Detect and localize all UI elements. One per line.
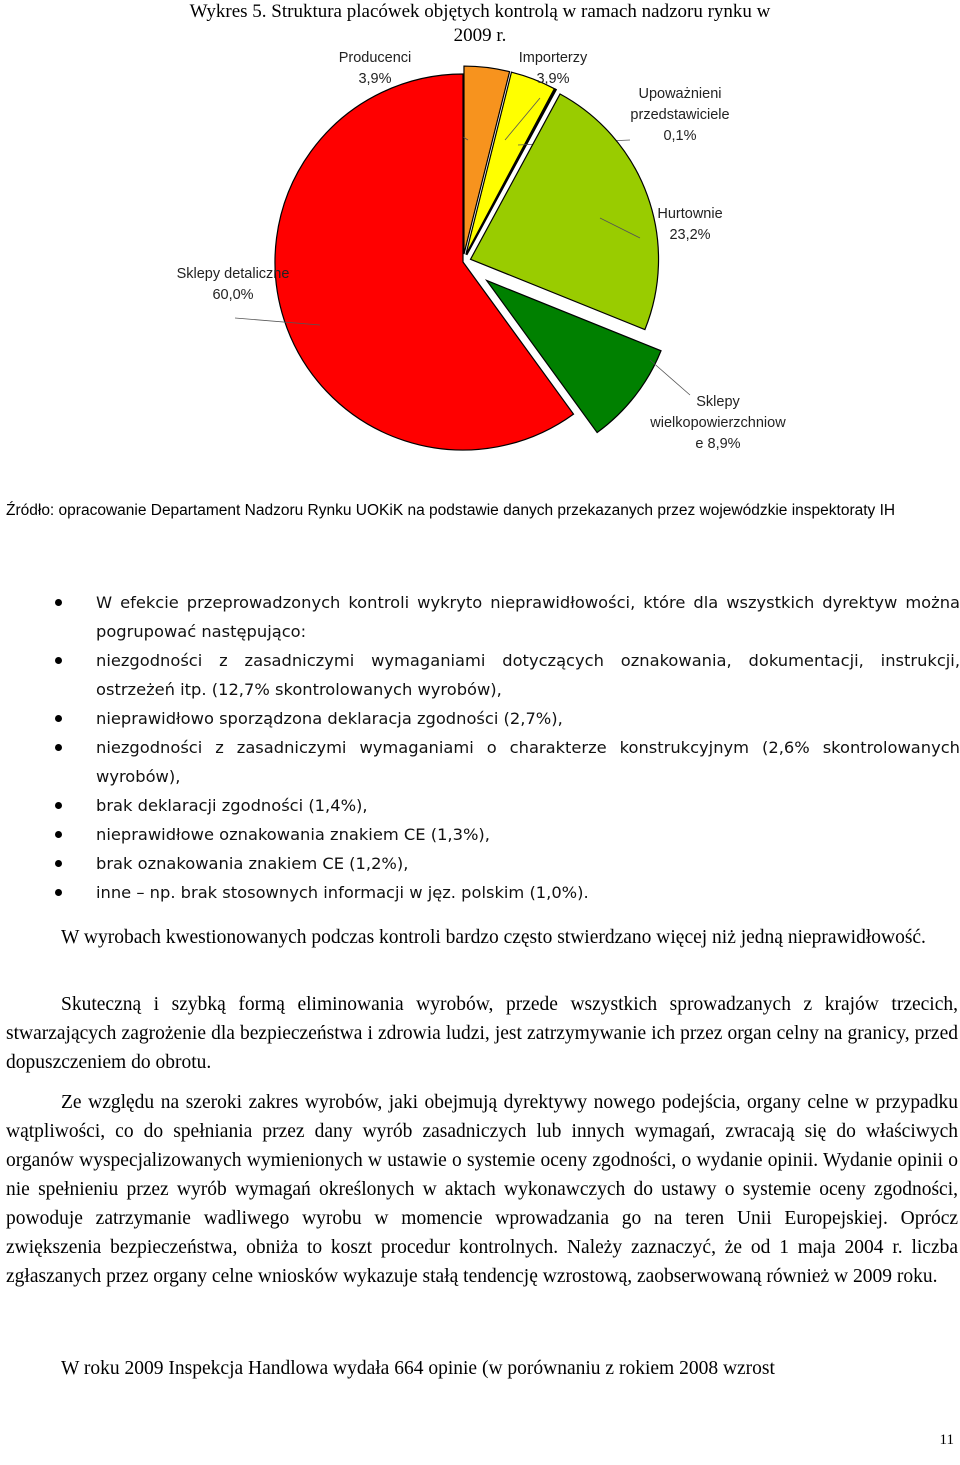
page-number: 11 <box>939 1432 954 1448</box>
slice-label: Importerzy 3,9% <box>518 50 588 87</box>
paragraph: Ze względu na szeroki zakres wyrobów, jaki obejmują dyrektywy nowego podejścia, organy celne w przypadku wątpliwości, co do spełniania przez dany wyrób zasadniczych lub innych wymagań, zwracają się do właściwych organów wyspecjalizowanych wymienionych w ustawie o systemie oceny zgodności, o wydanie opinii. Wydanie opinii o nie spełnieniu przez wyrób wymagań określonych w aktach wykonawczych do ustawy o systemie oceny zgodności, powoduje zatrzymanie wadliwego wyrobu w momencie wprowadzania go na teren Unii Europejskiej. Oprócz zwiększenia bezpieczeństwa, obniża to koszt procedur kontrolnych. Należy zaznaczyć, że od 1 maja 2004 r. liczba zgłaszanych przez organy celne wniosków wykazuje stałą tendencję wzrostową, zaobserwowaną również w 2009 roku. <box>6 1092 958 1287</box>
list-item: nieprawidłowo sporządzona deklaracja zgodności (2,7%), <box>50 704 960 733</box>
list-item: inne – np. brak stosownych informacji w jęz. polskim (1,0%). <box>50 878 960 907</box>
slice-label: Producenci 3,9% <box>338 50 412 87</box>
source-note: Źródło: opracowanie Departament Nadzoru Rynku UOKiK na podstawie danych przekazanych przez wojewódzkie inspektoraty IH <box>6 502 896 519</box>
list-item: nieprawidłowe oznakowania znakiem CE (1,3%), <box>50 820 960 849</box>
paragraph: W wyrobach kwestionowanych podczas kontroli bardzo często stwierdzano więcej niż jedną nieprawidłowość. <box>61 927 926 948</box>
leader-line <box>650 360 690 395</box>
list-item: W efekcie przeprowadzonych kontroli wykryto nieprawidłowości, które dla wszystkich dyrektyw można pogrupować następująco: <box>50 588 960 646</box>
slice-label: Hurtownie 23,2% <box>657 206 723 243</box>
slice-label: Sklepy wielkopowierzchniow e 8,9% <box>650 394 786 452</box>
list-item: brak oznakowania znakiem CE (1,2%), <box>50 849 960 878</box>
list-item: brak deklaracji zgodności (1,4%), <box>50 791 960 820</box>
paragraph: W roku 2009 Inspekcja Handlowa wydała 664 opinie (w porównaniu z rokiem 2008 wzrost <box>61 1358 775 1379</box>
slice-label: Sklepy detaliczne 60,0% <box>176 266 290 303</box>
pie-chart <box>0 0 960 480</box>
slice-label: Upoważnieni przedstawiciele 0,1% <box>630 86 730 144</box>
list-item: niezgodności z zasadniczymi wymaganiami o charakterze konstrukcyjnym (2,6% skontrolowanych wyrobów), <box>50 733 960 791</box>
findings-list <box>50 588 960 907</box>
list-item: niezgodności z zasadniczymi wymaganiami dotyczących oznakowania, dokumentacji, instrukcji, ostrzeżeń itp. (12,7% skontrolowanych wyrobów), <box>50 646 960 704</box>
paragraph: Skuteczną i szybką formą eliminowania wyrobów, przede wszystkich sprowadzanych z krajów trzecich, stwarzających zagrożenie dla bezpieczeństwa i zdrowia ludzi, jest zatrzymywanie ich przez organ celny na granicy, przed dopuszczeniem do obrotu. <box>6 994 958 1073</box>
chart-title: Wykres 5. Struktura placówek objętych kontrolą w ramach nadzoru rynku w 2009 r. <box>189 1 771 46</box>
